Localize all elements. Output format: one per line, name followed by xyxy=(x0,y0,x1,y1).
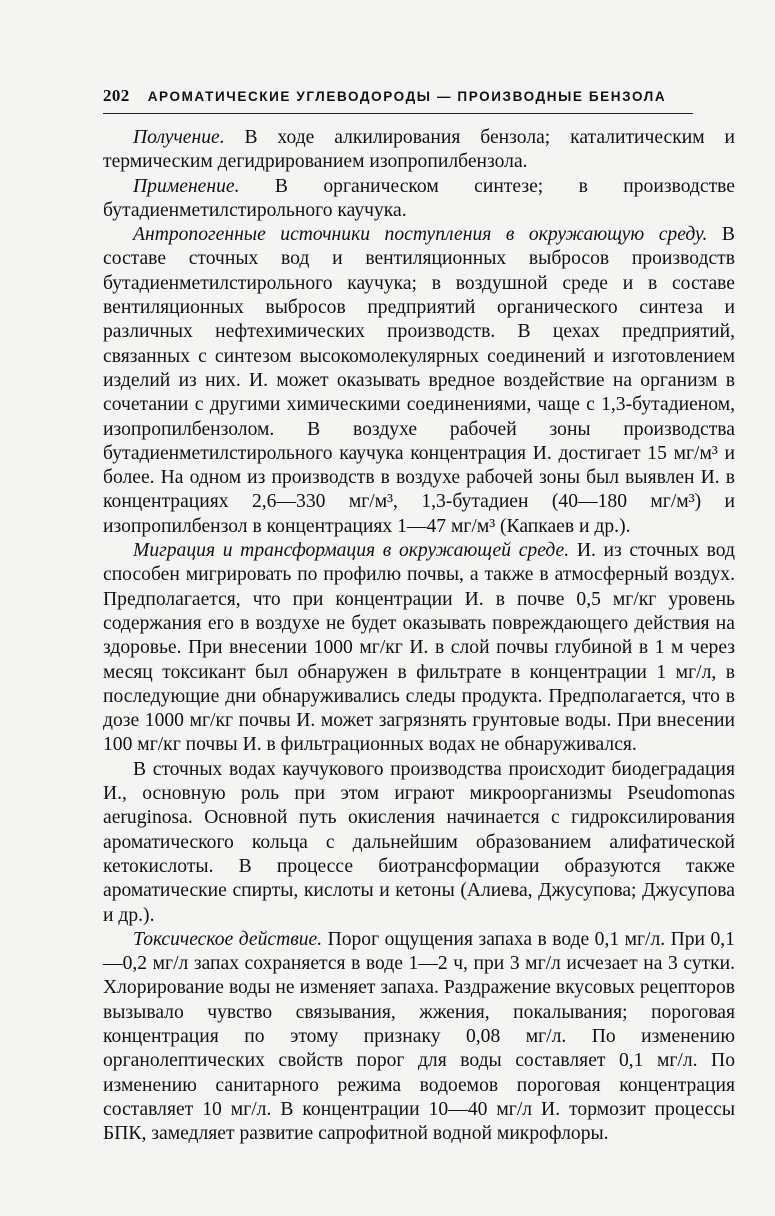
paragraph-production xyxy=(103,126,735,175)
paragraph-body: Порог ощущения запаха в воде 0,1 мг/л. При 0,1—0,2 мг/л запах сохраняется в воде 1—2 ч, при 3 мг/л исчезает на 3 сутки. Хлорирование воды не изменяет запаха. Раздражение вкусовых рецепторов вызывало чувство связывания, жжения, покалывания; пороговая концентрация по этому признаку 0,08 мг/л. По изменению органолептических свойств порог для воды составляет 0,1 мг/л. По изменению санитарного режима водоемов пороговая концентрация составляет 10 мг/л. В концентрации 10—40 мг/л И. тормозит процессы БПК, замедляет развитие сапрофитной водной микрофлоры. xyxy=(103,928,735,1145)
paragraph-application xyxy=(103,175,735,224)
body-text xyxy=(103,126,735,1146)
running-title: АРОМАТИЧЕСКИЕ УГЛЕВОДОРОДЫ — ПРОИЗВОДНЫЕ БЕНЗОЛА xyxy=(147,89,667,104)
paragraph-body: В ходе алкилирования бензола; каталитическим и термическим дегидрированием изопропилбензола. xyxy=(103,127,735,173)
paragraph-body: В органическом синтезе; в производстве бутадиенметилстирольного каучука. xyxy=(103,175,735,221)
page-number: 202 xyxy=(103,86,130,105)
paragraph-biodegradation xyxy=(103,758,735,928)
page-header xyxy=(103,86,693,110)
paragraph-body: И. из сточных вод способен мигрировать по профилю почвы, а также в атмосферный воздух. Предполагается, что при концентрации И. в почве 0,5 мг/кг уровень содержания его в воздухе не будет оказывать повреждающего действия на здоровье. При внесении 1000 мг/кг И. в слой почвы глубиной в 1 м через месяц токсикант был обнаружен в фильтрате в концентрации 1 мг/л, в последующие дни обнаруживались следы продукта. Предполагается, что в дозе 1000 мг/кг почвы И. может загрязнять грунтовые воды. При внесении 100 мг/кг почвы И. в фильтрационных водах не обнаруживался. xyxy=(103,540,736,756)
paragraph-lead: Получение. xyxy=(133,127,225,148)
paragraph-anthropogenic-sources xyxy=(103,223,735,539)
paragraph-lead: Антропогенные источники поступления в окружающую среду. xyxy=(133,224,708,246)
paragraph-lead: Токсическое действие. xyxy=(133,928,323,950)
paragraph-body: В составе сточных вод и вентиляционных выбросов производств бутадиенметилстирольного каучука; в воздушной среде и в составе вентиляционных выбросов предприятий органического синтеза и различных нефтехимических производств. В цехах предприятий, связанных с синтезом высокомолекулярных соединений и изготовлением изделий из них. И. может оказывать вредное воздействие на организм в сочетании с другими химическими соединениями, чаще с 1,3-бутадиеном, изопропилбензолом. В воздухе рабочей зоны производства бутадиенметилстирольного каучука концентрация И. достигает 15 мг/м³ и более. На одном из производств в воздухе рабочей зоны был выявлен И. в концентрациях 2,6—330 мг/м³, 1,3-бутадиен (40—180 мг/м³) и изопропилбензол в концентрациях 1—47 мг/м³ (Капкаев и др.). xyxy=(103,224,735,537)
paragraph-lead: Миграция и трансформация в окружающей среде. xyxy=(133,540,570,562)
paragraph-lead: Применение. xyxy=(133,175,240,197)
paragraph-body: В сточных водах каучукового производства происходит биодеградация И., основную роль при этом играют микроорганизмы Pseudomonas aeruginosa. Основной путь окисления начинается с гидроксилирования ароматического кольца с дальнейшим образованием алифатической кетокислоты. В процессе биотрансформации образуются также ароматические спирты, кислоты и кетоны (Алиева, Джусупова; Джусупова и др.). xyxy=(103,758,735,926)
paragraph-migration xyxy=(103,539,735,758)
paragraph-toxic-action xyxy=(103,928,735,1147)
header-rule xyxy=(103,113,693,114)
